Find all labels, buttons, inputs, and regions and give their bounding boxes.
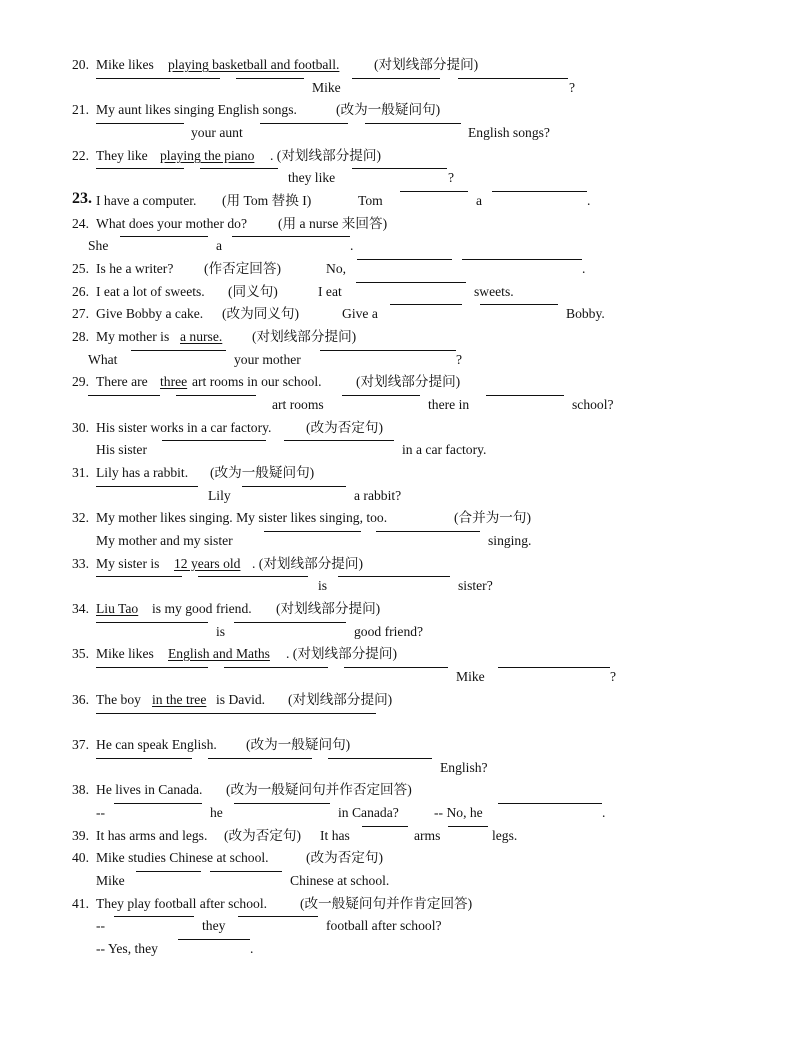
answer-text: What	[88, 352, 118, 367]
instruction: (对划线部分提问)	[288, 692, 393, 707]
instruction: (改为一般疑问句)	[246, 737, 351, 752]
answer-blank[interactable]	[376, 531, 480, 532]
instruction: (改为一般疑问句)	[210, 465, 315, 480]
instruction: . (对划线部分提问)	[252, 556, 364, 571]
answer-text: they	[202, 918, 226, 933]
question-text: Give Bobby a cake.	[96, 306, 204, 321]
question-number: 25.	[72, 261, 89, 276]
answer-blank[interactable]	[365, 123, 461, 124]
answer-text: a	[216, 238, 223, 253]
answer-blank[interactable]	[232, 236, 350, 237]
question-number: 34.	[72, 601, 89, 616]
question-text: They like	[96, 148, 148, 163]
question-number: 31.	[72, 465, 89, 480]
answer-blank[interactable]	[96, 168, 184, 169]
question-number: 32.	[72, 510, 89, 525]
question-text: Mike likes	[96, 646, 154, 661]
answer-blank[interactable]	[120, 236, 208, 237]
answer-text: a	[476, 193, 483, 208]
instruction: (改为否定句)	[224, 828, 302, 843]
answer-blank[interactable]	[210, 871, 282, 872]
question-number: 29.	[72, 374, 89, 389]
answer-blank[interactable]	[136, 871, 201, 872]
answer-text: .	[582, 261, 586, 276]
answer-text: --	[96, 805, 106, 820]
question-text: art rooms in our school.	[192, 374, 322, 389]
answer-blank[interactable]	[96, 713, 376, 714]
answer-blank[interactable]	[480, 304, 558, 305]
answer-text: --	[96, 918, 106, 933]
question-text: I have a computer.	[96, 193, 197, 208]
answer-text: Tom	[358, 193, 383, 208]
question-number: 33.	[72, 556, 89, 571]
answer-blank[interactable]	[131, 350, 226, 351]
answer-text: English?	[440, 760, 488, 775]
answer-blank[interactable]	[344, 667, 448, 668]
question-number: 36.	[72, 692, 89, 707]
question-text: He lives in Canada.	[96, 782, 203, 797]
answer-blank[interactable]	[390, 304, 462, 305]
answer-blank[interactable]	[96, 123, 184, 124]
question-text: My mother likes singing. My sister likes singing, too.	[96, 510, 388, 525]
answer-blank[interactable]	[400, 191, 468, 192]
question-text: They play football after school.	[96, 896, 267, 911]
question-text: He can speak English.	[96, 737, 217, 752]
question-text: Mike studies Chinese at school.	[96, 850, 269, 865]
question-text: What does your mother do?	[96, 216, 247, 231]
answer-text: Bobby.	[566, 306, 605, 321]
answer-text: No,	[326, 261, 347, 276]
answer-blank[interactable]	[260, 123, 348, 124]
question-number: 23.	[72, 190, 92, 207]
question-text: It has arms and legs.	[96, 828, 208, 843]
underlined-part: 12 years old	[174, 556, 241, 571]
answer-text: Mike	[96, 873, 125, 888]
instruction: (改一般疑问句并作肯定回答)	[300, 896, 473, 911]
answer-blank[interactable]	[338, 576, 450, 577]
answer-text: Mike	[456, 669, 485, 684]
question-text: My aunt likes singing English songs.	[96, 102, 297, 117]
underlined-part: playing basketball and football.	[168, 57, 340, 72]
question-number: 28.	[72, 329, 89, 344]
answer-text: is	[216, 624, 226, 639]
instruction: (合并为一句)	[454, 510, 532, 525]
question-text: Mike likes	[96, 57, 154, 72]
answer-text: your aunt	[191, 125, 243, 140]
answer-text: a rabbit?	[354, 488, 402, 503]
answer-text: .	[587, 193, 591, 208]
answer-text: school?	[572, 397, 614, 412]
answer-text: legs.	[492, 828, 518, 843]
question-number: 39.	[72, 828, 89, 843]
answer-text: there in	[428, 397, 470, 412]
answer-blank[interactable]	[96, 486, 198, 487]
answer-blank[interactable]	[238, 916, 318, 917]
answer-blank[interactable]	[498, 667, 610, 668]
answer-text: Mike	[312, 80, 341, 95]
answer-blank[interactable]	[462, 259, 582, 260]
question-number: 21.	[72, 102, 89, 117]
question-number: 41.	[72, 896, 89, 911]
answer-text: Give a	[342, 306, 378, 321]
underlined-part: English and Maths	[168, 646, 270, 661]
question-number: 20.	[72, 57, 89, 72]
answer-text: football after school?	[326, 918, 442, 933]
answer-blank[interactable]	[176, 395, 256, 396]
answer-text: in a car factory.	[402, 442, 487, 457]
answer-text: My mother and my sister	[96, 533, 233, 548]
answer-blank[interactable]	[357, 259, 452, 260]
instruction: (同义句)	[228, 284, 278, 299]
question-text: My mother is	[96, 329, 170, 344]
instruction: (改为一般疑问句并作否定回答)	[226, 782, 412, 797]
question-number: 35.	[72, 646, 89, 661]
answer-blank[interactable]	[448, 826, 488, 827]
answer-blank[interactable]	[114, 916, 194, 917]
question-number: 22.	[72, 148, 89, 163]
instruction: (作否定回答)	[204, 261, 282, 276]
instruction: (对划线部分提问)	[374, 57, 479, 72]
answer-text: in Canada?	[338, 805, 399, 820]
instruction: (对划线部分提问)	[252, 329, 357, 344]
question-number: 38.	[72, 782, 89, 797]
instruction: (用 a nurse 来回答)	[278, 216, 388, 231]
underlined-part: in the tree	[152, 692, 207, 707]
answer-blank[interactable]	[96, 576, 182, 577]
answer-text: they like	[288, 170, 336, 185]
answer-text: Chinese at school.	[290, 873, 390, 888]
answer-text: is	[318, 578, 328, 593]
answer-text: ?	[569, 80, 576, 95]
answer-text: .	[602, 805, 606, 820]
question-number: 26.	[72, 284, 89, 299]
instruction: (改为同义句)	[222, 306, 300, 321]
answer-text: ?	[610, 669, 617, 684]
question-number: 30.	[72, 420, 89, 435]
question-text: Is he a writer?	[96, 261, 174, 276]
question-number: 24.	[72, 216, 89, 231]
question-text: is David.	[216, 692, 266, 707]
instruction: . (对划线部分提问)	[270, 148, 382, 163]
answer-blank[interactable]	[498, 803, 602, 804]
answer-blank[interactable]	[328, 758, 432, 759]
answer-text: It has	[320, 828, 350, 843]
answer-text: ?	[448, 170, 455, 185]
question-text: The boy	[96, 692, 141, 707]
answer-text: English songs?	[468, 125, 550, 140]
answer-text: She	[88, 238, 109, 253]
question-number: 40.	[72, 850, 89, 865]
answer-blank[interactable]	[284, 440, 394, 441]
answer-blank[interactable]	[162, 440, 266, 441]
answer-blank[interactable]	[320, 350, 456, 351]
underlined-part: Liu Tao	[96, 601, 139, 616]
answer-text: sweets.	[474, 284, 514, 299]
answer-blank[interactable]	[356, 282, 466, 283]
instruction: (对划线部分提问)	[356, 374, 461, 389]
underlined-part: three	[160, 374, 188, 389]
answer-text: ?	[456, 352, 463, 367]
instruction: (改为否定句)	[306, 420, 384, 435]
question-text: I eat a lot of sweets.	[96, 284, 205, 299]
question-text: is my good friend.	[152, 601, 252, 616]
answer-blank[interactable]	[224, 667, 328, 668]
answer-blank[interactable]	[486, 395, 564, 396]
answer-blank[interactable]	[242, 486, 346, 487]
question-text: Lily has a rabbit.	[96, 465, 189, 480]
answer-text: I eat	[318, 284, 342, 299]
instruction: (对划线部分提问)	[276, 601, 381, 616]
answer-text: .	[350, 238, 354, 253]
instruction: (用 Tom 替换 I)	[222, 193, 312, 208]
answer-blank[interactable]	[352, 78, 440, 79]
answer-blank[interactable]	[352, 168, 447, 169]
answer-text: your mother	[234, 352, 301, 367]
answer-blank[interactable]	[200, 168, 278, 169]
answer-text: singing.	[488, 533, 532, 548]
question-number: 27.	[72, 306, 89, 321]
answer-blank[interactable]	[114, 803, 202, 804]
answer-text: arms	[414, 828, 441, 843]
question-text: His sister works in a car factory.	[96, 420, 272, 435]
answer-blank[interactable]	[234, 803, 330, 804]
answer-blank[interactable]	[178, 939, 250, 940]
answer-text: His sister	[96, 442, 147, 457]
answer-text: Lily	[208, 488, 231, 503]
instruction: . (对划线部分提问)	[286, 646, 398, 661]
answer-text: sister?	[458, 578, 493, 593]
answer-blank[interactable]	[198, 576, 308, 577]
answer-blank[interactable]	[88, 395, 160, 396]
answer-blank[interactable]	[264, 531, 361, 532]
answer-blank[interactable]	[96, 78, 220, 79]
answer-text: .	[250, 941, 254, 956]
answer-text: he	[210, 805, 223, 820]
answer-text: art rooms	[272, 397, 324, 412]
answer-text: good friend?	[354, 624, 424, 639]
answer-blank[interactable]	[236, 78, 304, 79]
answer-text: -- Yes, they	[96, 941, 158, 956]
underlined-part: a nurse.	[180, 329, 223, 344]
answer-blank[interactable]	[96, 758, 192, 759]
answer-blank[interactable]	[492, 191, 587, 192]
answer-blank[interactable]	[458, 78, 568, 79]
question-text: There are	[96, 374, 148, 389]
instruction: (改为一般疑问句)	[336, 102, 441, 117]
underlined-part: playing the piano	[160, 148, 255, 163]
answer-text: -- No, he	[434, 805, 483, 820]
question-text: My sister is	[96, 556, 160, 571]
answer-blank[interactable]	[96, 667, 208, 668]
question-number: 37.	[72, 737, 89, 752]
answer-blank[interactable]	[362, 826, 408, 827]
answer-blank[interactable]	[96, 622, 208, 623]
instruction: (改为否定句)	[306, 850, 384, 865]
answer-blank[interactable]	[234, 622, 346, 623]
answer-blank[interactable]	[342, 395, 420, 396]
answer-blank[interactable]	[208, 758, 312, 759]
